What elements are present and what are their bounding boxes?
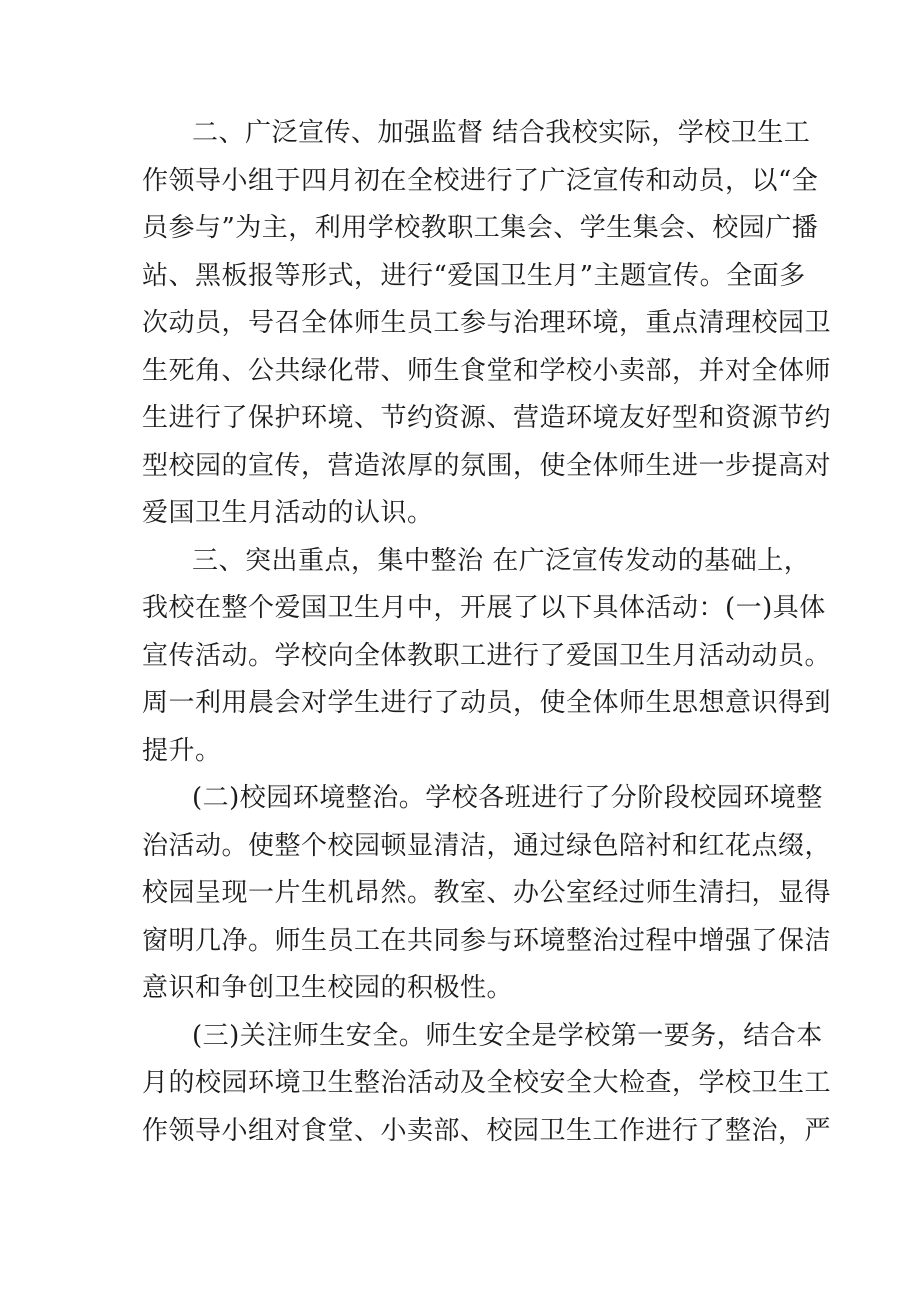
- paragraph-2-line-7: 生进行了保护环境、节约资源、营造环境友好型和资源节约: [142, 403, 832, 433]
- paragraph-2-line-8: 型校园的宣传，营造浓厚的氛围，使全体师生进一步提高对: [142, 450, 832, 481]
- paragraph-2-line-3: 员参与”为主，利用学校教职工集会、学生集会、校园广播: [142, 213, 819, 243]
- paragraph-3-line-4: 周一利用晨会对学生进行了动员，使全体师生思想意识得到: [142, 688, 832, 718]
- paragraph-3-line-5: 提升。: [142, 735, 222, 766]
- paragraph-2-line-4: 站、黑板报等形式，进行“爱国卫生月”主题宣传。全面多: [142, 260, 806, 291]
- paragraph-3-line-2: 我校在整个爱国卫生月中，开展了以下具体活动：(一)具体: [142, 593, 826, 623]
- document-body: [142, 110, 832, 1155]
- paragraph-4-line-3: 校园呈现一片生机昂然。教室、办公室经过师生清扫，显得: [142, 878, 832, 908]
- paragraph-4-line-5: 意识和争创卫生校园的积极性。: [142, 973, 514, 1003]
- paragraph-3-line-3: 宣传活动。学校向全体教职工进行了爱国卫生月活动动员。: [142, 640, 832, 671]
- paragraph-4-line-4: 窗明几净。师生员工在共同参与环境整治过程中增强了保洁: [142, 925, 832, 956]
- paragraph-2-line-1: 二、广泛宣传、加强监督 结合我校实际，学校卫生工: [192, 118, 811, 148]
- paragraph-2-line-9: 爱国卫生月活动的认识。: [142, 498, 434, 528]
- paragraph-5-line-1: (三)关注师生安全。师生安全是学校第一要务，结合本: [192, 1020, 823, 1051]
- paragraph-2-line-6: 生死角、公共绿化带、师生食堂和学校小卖部，并对全体师: [142, 355, 832, 386]
- paragraph-3-line-1: 三、突出重点，集中整治 在广泛宣传发动的基础上，: [192, 545, 811, 576]
- paragraph-5-line-3: 作领导小组对食堂、小卖部、校园卫生工作进行了整治，严: [142, 1115, 832, 1146]
- paragraph-2-line-5: 次动员，号召全体师生员工参与治理环境，重点清理校园卫: [142, 308, 832, 338]
- paragraph-4-line-1: (二)校园环境整治。学校各班进行了分阶段校园环境整: [192, 783, 823, 813]
- paragraph-5-line-2: 月的校园环境卫生整治活动及全校安全大检查，学校卫生工: [142, 1068, 832, 1098]
- paragraph-4-line-2: 治活动。使整个校园顿显清洁，通过绿色陪衬和红花点缀，: [142, 830, 832, 861]
- paragraph-2-line-2: 作领导小组于四月初在全校进行了广泛宣传和动员，以“全: [142, 165, 819, 196]
